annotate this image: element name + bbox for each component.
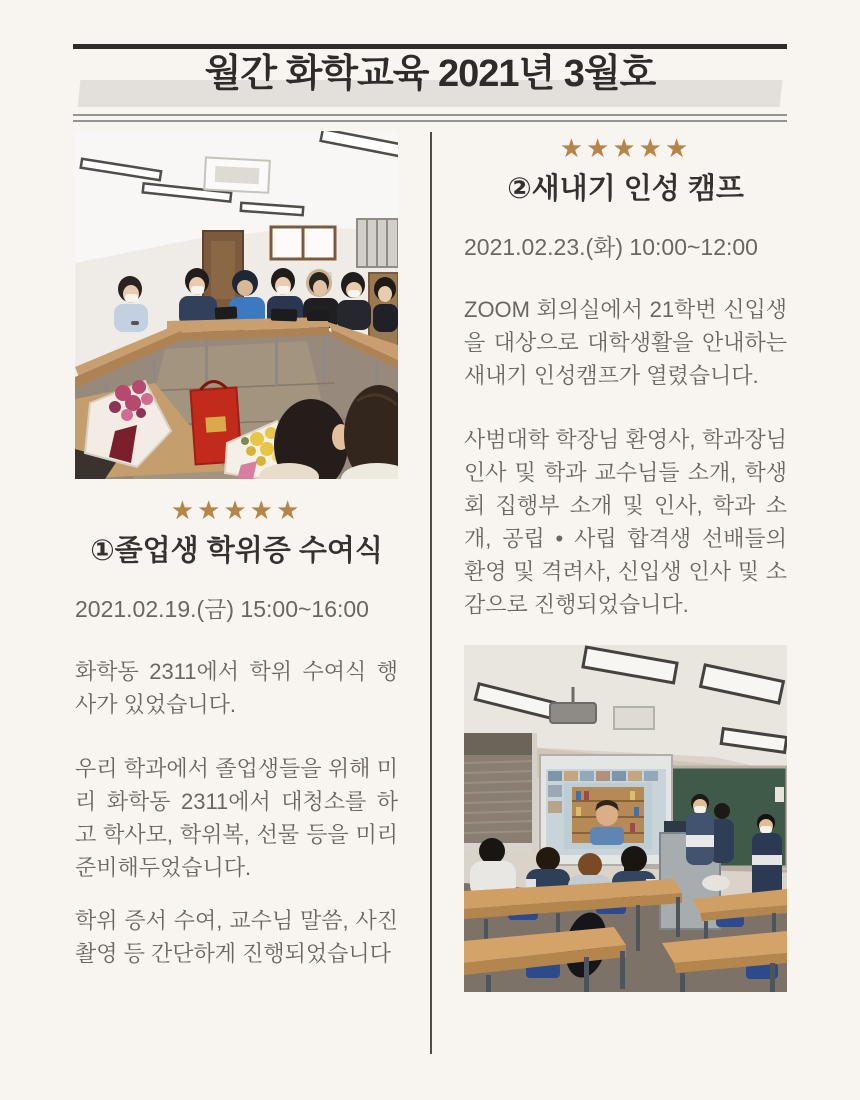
- masthead-double-rule: [73, 114, 787, 122]
- article-camp: [464, 131, 787, 992]
- column-divider: [430, 132, 432, 1054]
- masthead: [73, 44, 787, 124]
- article-date: 2021.02.19.(금) 15:00~16:00: [75, 596, 369, 623]
- star-rating: ★★★★★: [170, 495, 303, 525]
- article-paragraph: 화학동 2311에서 학위 수여식 행사가 있었습니다.: [75, 658, 398, 717]
- article-paragraph: ZOOM 회의실에서 21학번 신입생을 대상으로 대학생활을 안내하는 새내기 인성캠프가 열렸습니다.: [464, 296, 787, 388]
- masthead-top-rule: [73, 44, 787, 49]
- article-title: ①졸업생 학위증 수여식: [90, 535, 383, 567]
- article-paragraph: 학위 증서 수여, 교수님 말씀, 사진 촬영 등 간단하게 진행되었습니다: [75, 907, 398, 966]
- article-date: 2021.02.23.(화) 10:00~12:00: [464, 234, 758, 261]
- window-blinds: [464, 733, 537, 851]
- camp-classroom-photo: [464, 645, 787, 992]
- article-paragraph: 우리 학과에서 졸업생들을 위해 미리 화학동 2311에서 대청소를 하고 학사모, 학위복, 선물 등을 미리 준비해두었습니다.: [75, 755, 398, 880]
- article-title: ②새내기 인성 캠프: [507, 173, 744, 205]
- newsletter-title: 월간 화학교육 2021년 3월호: [204, 53, 656, 95]
- star-rating: ★★★★★: [559, 133, 692, 163]
- zoom-projection-screen: [540, 755, 672, 865]
- graduation-ceremony-photo: [75, 131, 398, 479]
- ac-vent: [204, 157, 270, 192]
- article-graduation: [75, 131, 398, 970]
- article-paragraph: 사범대학 학장님 환영사, 학과장님 인사 및 학과 교수님들 소개, 학생회 집행부 소개 및 인사, 학과 소개, 공립 • 사립 합격생 선배들의 환영 및 격려사, 신입생 인사 및 소감으로 진행되었습니다.: [464, 426, 787, 617]
